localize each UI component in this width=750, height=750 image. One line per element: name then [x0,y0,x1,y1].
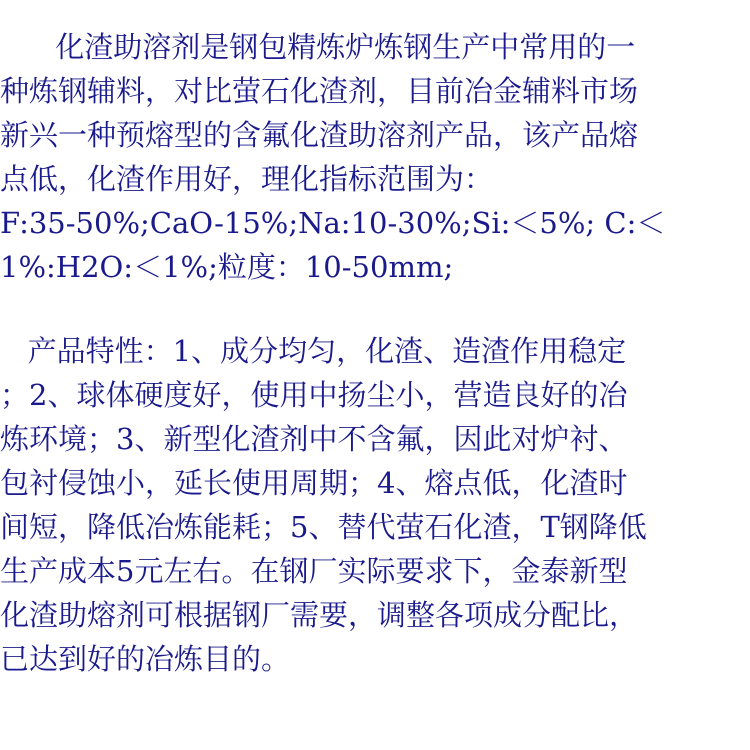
paragraph-2-line-3: 炼环境；3、新型化渣剂中不含氟，因此对炉衬、 [0,422,628,456]
paragraph-1-line-6: 1%:H2O:＜1%;粒度：10-50mm; [0,250,454,284]
paragraph-1-line-2: 种炼钢辅料，对比萤石化渣剂，目前冶金辅料市场 [0,74,639,108]
paragraph-2-line-4: 包衬侵蚀小，延长使用周期；4、熔点低，化渣时 [0,466,628,500]
paragraph-1-line-3: 新兴一种预熔型的含氟化渣助溶剂产品，该产品熔 [0,118,639,152]
paragraph-2-line-7: 化渣助熔剂可根据钢厂需要，调整各项成分配比， [0,598,639,632]
paragraph-2-line-8: 已达到好的冶炼目的。 [0,642,291,676]
paragraph-1-line-4: 点低，化渣作用好，理化指标范围为： [0,162,494,196]
paragraph-2-line-2: ；2、球体硬度好，使用中扬尘小，营造良好的冶 [0,378,628,412]
paragraph-2-line-1: 产品特性：1、成分均匀，化渣、造渣作用稳定 [0,334,627,368]
paragraph-2-line-6: 生产成本5元左右。在钢厂实际要求下，金泰新型 [0,554,628,588]
paragraph-2-line-5: 间短，降低冶炼能耗；5、替代萤石化渣，T钢降低 [0,510,647,544]
paragraph-1-line-1: 化渣助溶剂是钢包精炼炉炼钢生产中常用的一 [0,30,636,64]
paragraph-1-line-5: F:35-50%;CaO-15%;Na:10-30%;Si:＜5%; C:＜ [0,206,666,240]
